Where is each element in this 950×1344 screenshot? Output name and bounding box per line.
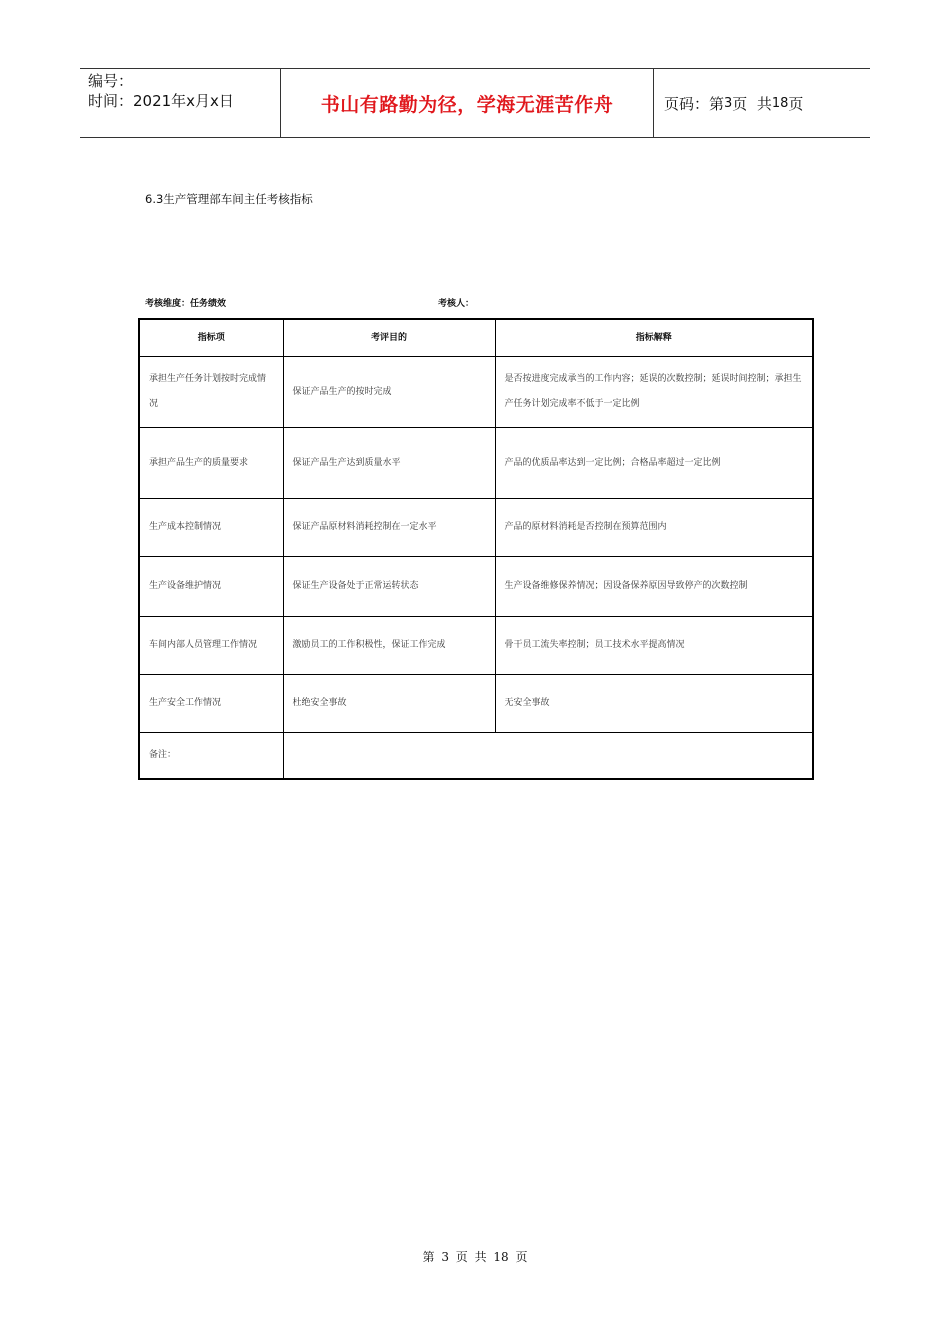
table-row bbox=[139, 675, 813, 733]
header-info-cell bbox=[80, 69, 281, 137]
indicator-cell: 生产成本控制情况 bbox=[139, 499, 283, 557]
column-header-indicator: 指标项 bbox=[139, 319, 283, 357]
purpose-cell: 保证产品生产达到质量水平 bbox=[283, 428, 495, 499]
indicator-cell: 承担生产任务计划按时完成情况 bbox=[139, 357, 283, 428]
purpose-cell: 保证生产设备处于正常运转状态 bbox=[283, 557, 495, 617]
serial-number-label: 编号： bbox=[88, 72, 134, 90]
assessor-label: 考核人： bbox=[438, 299, 475, 309]
explanation-cell: 无安全事故 bbox=[495, 675, 813, 733]
indicator-cell: 车间内部人员管理工作情况 bbox=[139, 617, 283, 675]
column-header-purpose: 考评目的 bbox=[283, 319, 495, 357]
remark-row bbox=[139, 733, 813, 779]
kpi-table bbox=[138, 318, 814, 780]
page-mid: 页 共 bbox=[732, 94, 772, 113]
header-motto: 书山有路勤为径，学海无涯苦作舟 bbox=[281, 69, 654, 137]
purpose-cell: 保证产品原材料消耗控制在一定水平 bbox=[283, 499, 495, 557]
page-header bbox=[80, 68, 870, 138]
purpose-cell: 杜绝安全事故 bbox=[283, 675, 495, 733]
table-header-row bbox=[139, 319, 813, 357]
remark-label: 备注： bbox=[139, 733, 283, 779]
indicator-cell: 生产设备维护情况 bbox=[139, 557, 283, 617]
table-row bbox=[139, 357, 813, 428]
purpose-cell: 激励员工的工作积极性，保证工作完成 bbox=[283, 617, 495, 675]
page-suffix: 页 bbox=[788, 94, 804, 113]
page-footer: 第 3 页 共 18 页 bbox=[422, 1250, 528, 1264]
assessment-dimension: 考核维度：任务绩效 bbox=[145, 299, 227, 309]
explanation-cell: 产品的原材料消耗是否控制在预算范围内 bbox=[495, 499, 813, 557]
table-row bbox=[139, 557, 813, 617]
indicator-cell: 承担产品生产的质量要求 bbox=[139, 428, 283, 499]
section-title: 6.3生产管理部车间主任考核指标 bbox=[145, 192, 313, 206]
explanation-cell: 生产设备维修保养情况；因设备保养原因导致停产的次数控制 bbox=[495, 557, 813, 617]
table-row bbox=[139, 499, 813, 557]
remark-value bbox=[283, 733, 813, 779]
explanation-cell: 骨干员工流失率控制；员工技术水平提高情况 bbox=[495, 617, 813, 675]
date-label: 时间：2021年x月x日 bbox=[88, 92, 234, 110]
explanation-cell: 是否按进度完成承当的工作内容；延误的次数控制；延误时间控制；承担生产任务计划完成率不低于一定比例 bbox=[495, 357, 813, 428]
page-total: 18 bbox=[771, 95, 789, 111]
page-prefix: 页码：第 bbox=[664, 94, 725, 113]
header-page-indicator bbox=[654, 69, 870, 137]
table-row bbox=[139, 617, 813, 675]
explanation-cell: 产品的优质品率达到一定比例；合格品率超过一定比例 bbox=[495, 428, 813, 499]
indicator-cell: 生产安全工作情况 bbox=[139, 675, 283, 733]
table-row bbox=[139, 428, 813, 499]
page-current: 3 bbox=[724, 95, 733, 111]
purpose-cell: 保证产品生产的按时完成 bbox=[283, 357, 495, 428]
column-header-explanation: 指标解释 bbox=[495, 319, 813, 357]
